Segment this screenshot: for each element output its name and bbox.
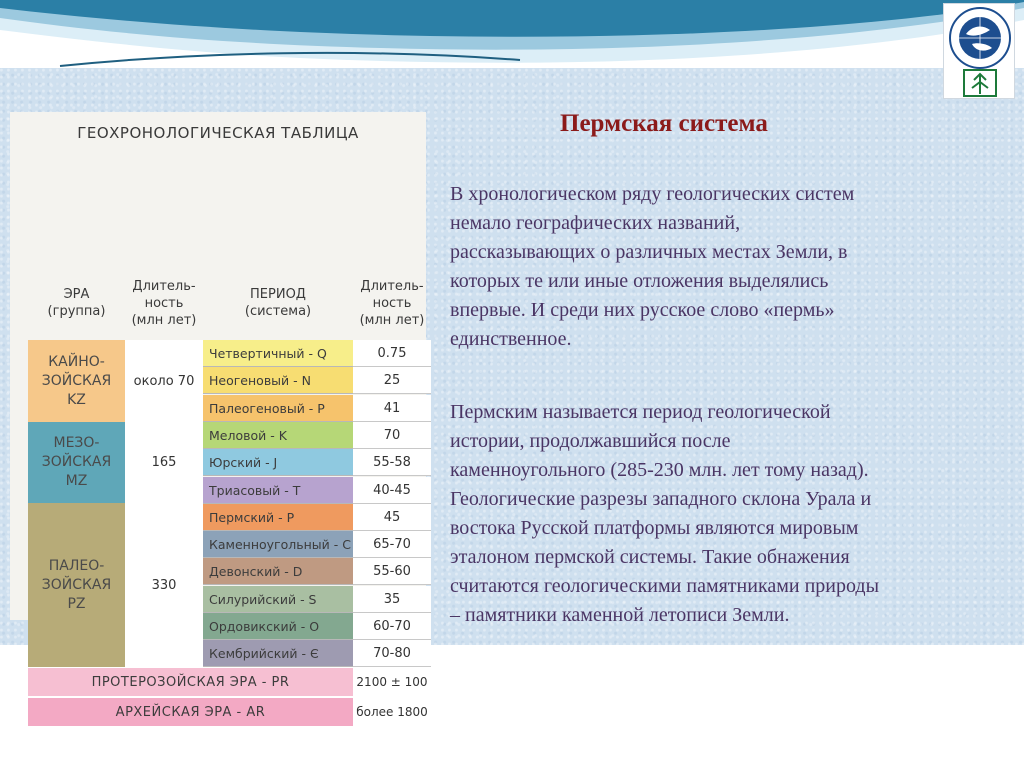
slide-title: Пермская система (560, 110, 768, 137)
era-mesozoic: МЕЗО- ЗОЙСКАЯ MZ (28, 422, 125, 503)
geochronological-table (10, 112, 428, 720)
period-name: Пермский - P (203, 504, 353, 531)
precambrian-proterozoic-duration: 2100 ± 100 (353, 668, 431, 696)
period-duration: 0.75 (353, 340, 431, 367)
precambrian-proterozoic: ПРОТЕРОЗОЙСКАЯ ЭРА - PR (28, 668, 353, 696)
era-cenozoic: КАЙНО- ЗОЙСКАЯ KZ (28, 340, 125, 422)
paragraph-intro: В хронологическом ряду геологических систем немало географических названий, рассказывающих о различных местах Земли, в которых те или иные отложения выделялись впервые. И среди них русское слово «пермь» единственное. (450, 183, 855, 350)
period-name: Неогеновый - N (203, 367, 353, 394)
period-duration: 55-60 (353, 558, 431, 585)
period-duration: 55-58 (353, 449, 431, 476)
precambrian-archean-duration: более 1800 (353, 698, 431, 726)
era-duration-cenozoic: около 70 (125, 340, 203, 422)
precambrian-archean: АРХЕЙСКАЯ ЭРА - AR (28, 698, 353, 726)
period-name: Палеогеновый - P (203, 395, 353, 422)
period-duration: 35 (353, 586, 431, 613)
period-name: Юрский - J (203, 449, 353, 476)
period-name: Ордовикский - O (203, 613, 353, 640)
geo-society-logo (943, 3, 1015, 99)
period-name: Каменноугольный - C (203, 531, 353, 558)
period-duration: 40-45 (353, 477, 431, 504)
header-period: ПЕРИОД (система) (244, 287, 312, 319)
period-duration: 65-70 (353, 531, 431, 558)
period-name: Триасовый - T (203, 477, 353, 504)
period-name: Силурийский - S (203, 586, 353, 613)
header-period-duration: Длитель- ность (млн лет) (359, 278, 425, 328)
period-name: Кембрийский - Є (203, 640, 353, 667)
geo-society-logo-icon (944, 4, 1016, 100)
period-duration: 70 (353, 422, 431, 449)
period-name: Меловой - K (203, 422, 353, 449)
header-wave-decoration (0, 0, 1024, 75)
paragraph-permian: Пермским называется период геологической истории, продолжавшийся после каменноугольного (285-230 млн. лет тому назад). Геологические разрезы западного склона Урала и востока Русской платформы являются мировым эталоном пермской системы. Такие обнажения считаются геологическими памятниками природы – памятники каменной летописи Земли. (450, 401, 880, 626)
era-duration-mesozoic: 165 (125, 422, 203, 503)
era-paleozoic: ПАЛЕО- ЗОЙСКАЯ PZ (28, 503, 125, 667)
period-duration: 45 (353, 504, 431, 531)
period-name: Девонский - D (203, 558, 353, 585)
header-era: ЭРА (группа) (47, 287, 106, 319)
period-duration: 60-70 (353, 613, 431, 640)
period-duration: 41 (353, 395, 431, 422)
period-duration: 70-80 (353, 640, 431, 667)
period-duration: 25 (353, 367, 431, 394)
table-title: ГЕОХРОНОЛОГИЧЕСКАЯ ТАБЛИЦА (77, 124, 359, 142)
period-name: Четвертичный - Q (203, 340, 353, 367)
era-duration-paleozoic: 330 (125, 503, 203, 667)
header-era-duration: Длитель- ность (млн лет) (131, 278, 197, 328)
